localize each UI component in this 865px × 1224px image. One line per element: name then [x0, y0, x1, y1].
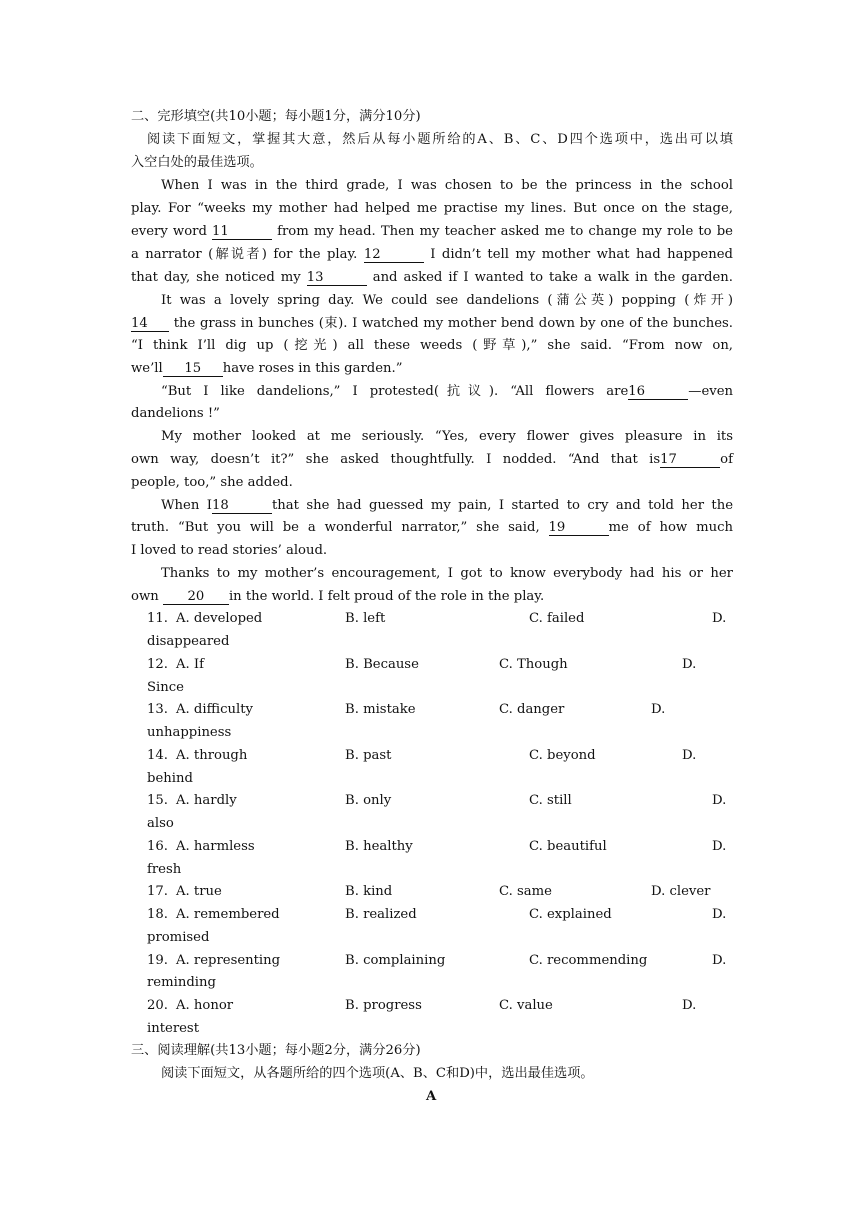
- option-d-text[interactable]: fresh: [147, 862, 182, 877]
- passage-line: I loved to read stories’ aloud.: [131, 543, 328, 558]
- option-d-text[interactable]: reminding: [147, 975, 216, 990]
- option-d[interactable]: D.: [712, 611, 727, 626]
- option-c[interactable]: C. value: [499, 998, 553, 1013]
- passage-line: people, too,” she added.: [131, 475, 293, 490]
- section-2-instruction-line-1: 阅读下面短文，掌握其大意，然后从每小题所给的A、B、C、D四个选项中，选出可以填: [147, 132, 733, 147]
- option-a[interactable]: A. harmless: [176, 839, 255, 854]
- passage-line: a narrator (解说者) for the play. 12 I didn’t tell my mother what had happened: [131, 247, 733, 262]
- option-c[interactable]: C. same: [499, 884, 552, 899]
- option-c[interactable]: C. beautiful: [529, 839, 607, 854]
- option-c[interactable]: C. explained: [529, 907, 612, 922]
- passage-line: play. For “weeks my mother had helped me practise my lines. But once on the stage,: [131, 201, 733, 216]
- option-d[interactable]: D.: [712, 907, 727, 922]
- passage-line: It was a lovely spring day. We could see dandelions (蒲公英) popping (炸开): [161, 293, 733, 308]
- passage-line: My mother looked at me seriously. “Yes, every flower gives pleasure in its: [161, 429, 733, 444]
- option-a[interactable]: A. honor: [176, 998, 234, 1013]
- passage-line: truth. “But you will be a wonderful narrator,” she said, 19 me of how much: [131, 520, 733, 535]
- option-a[interactable]: A. remembered: [176, 907, 280, 922]
- passage-line: Thanks to my mother’s encouragement, I got to know everybody had his or her: [161, 566, 733, 581]
- question-number: 17.: [147, 884, 168, 899]
- question-number: 19.: [147, 953, 168, 968]
- option-d[interactable]: D.: [712, 839, 727, 854]
- option-b[interactable]: B. Because: [345, 657, 419, 672]
- option-d-text[interactable]: also: [147, 816, 174, 831]
- passage-label-a: A: [426, 1089, 437, 1104]
- question-number: 14.: [147, 748, 168, 763]
- option-d-text[interactable]: disappeared: [147, 634, 230, 649]
- blank-14[interactable]: 14: [131, 316, 169, 332]
- option-b[interactable]: B. progress: [345, 998, 422, 1013]
- option-d-text[interactable]: behind: [147, 771, 193, 786]
- option-b[interactable]: B. left: [345, 611, 386, 626]
- passage-line: When I18 that she had guessed my pain, I started to cry and told her the: [161, 498, 733, 513]
- option-c[interactable]: C. still: [529, 793, 572, 808]
- passage-line: 14 the grass in bunches (束). I watched my mother bend down by one of the bunches.: [131, 316, 733, 331]
- option-d[interactable]: D.: [712, 953, 727, 968]
- option-c[interactable]: C. Though: [499, 657, 568, 672]
- passage-line: we’ll 15 have roses in this garden.”: [131, 361, 403, 376]
- passage-line: own 20 in the world. I felt proud of the role in the play.: [131, 589, 545, 604]
- blank-11[interactable]: 11: [212, 224, 272, 240]
- option-d[interactable]: D. clever: [651, 884, 711, 899]
- option-b[interactable]: B. healthy: [345, 839, 413, 854]
- blank-18[interactable]: 18: [212, 498, 272, 514]
- option-a[interactable]: A. developed: [176, 611, 263, 626]
- blank-13[interactable]: 13: [307, 270, 367, 286]
- section-3-instruction: 阅读下面短文，从各题所给的四个选项(A、B、C和D)中，选出最佳选项。: [161, 1066, 594, 1081]
- blank-19[interactable]: 19: [549, 520, 609, 536]
- option-d[interactable]: D.: [712, 793, 727, 808]
- section-2-instruction-line-2: 入空白处的最佳选项。: [131, 155, 263, 170]
- option-b[interactable]: B. mistake: [345, 702, 416, 717]
- blank-12[interactable]: 12: [364, 247, 424, 263]
- option-a[interactable]: A. difficulty: [176, 702, 254, 717]
- option-a[interactable]: A. representing: [176, 953, 281, 968]
- option-d-text[interactable]: Since: [147, 680, 184, 695]
- option-b[interactable]: B. only: [345, 793, 392, 808]
- option-a[interactable]: A. hardly: [176, 793, 237, 808]
- passage-line: When I was in the third grade, I was chosen to be the princess in the school: [161, 178, 733, 193]
- passage-line: every word 11 from my head. Then my teacher asked me to change my role to be: [131, 224, 733, 239]
- passage-line: that day, she noticed my 13 and asked if I wanted to take a walk in the garden.: [131, 270, 733, 285]
- question-number: 13.: [147, 702, 168, 717]
- question-number: 20.: [147, 998, 168, 1013]
- blank-15[interactable]: 15: [163, 361, 223, 377]
- option-d-text[interactable]: promised: [147, 930, 210, 945]
- passage-line: own way, doesn’t it?” she asked thoughtfully. I nodded. “And that is17 of: [131, 452, 733, 467]
- option-c[interactable]: C. failed: [529, 611, 585, 626]
- option-c[interactable]: C. beyond: [529, 748, 596, 763]
- option-a[interactable]: A. If: [176, 657, 204, 672]
- option-c[interactable]: C. danger: [499, 702, 565, 717]
- option-d[interactable]: D.: [651, 702, 666, 717]
- option-b[interactable]: B. complaining: [345, 953, 446, 968]
- blank-17[interactable]: 17: [660, 452, 720, 468]
- option-b[interactable]: B. past: [345, 748, 392, 763]
- section-3-heading: 三、阅读理解(共13小题；每小题2分，满分26分): [131, 1043, 421, 1058]
- option-c[interactable]: C. recommending: [529, 953, 648, 968]
- option-d[interactable]: D.: [682, 657, 697, 672]
- blank-20[interactable]: 20: [163, 589, 229, 605]
- passage-line: “But I like dandelions,” I protested(抗议). “All flowers are16 —even: [161, 384, 733, 399]
- option-b[interactable]: B. kind: [345, 884, 393, 899]
- option-d-text[interactable]: interest: [147, 1021, 199, 1036]
- question-number: 12.: [147, 657, 168, 672]
- option-d[interactable]: D.: [682, 748, 697, 763]
- question-number: 15.: [147, 793, 168, 808]
- option-d[interactable]: D.: [682, 998, 697, 1013]
- passage-line: dandelions !”: [131, 406, 220, 421]
- option-a[interactable]: A. true: [176, 884, 222, 899]
- option-d-text[interactable]: unhappiness: [147, 725, 232, 740]
- option-a[interactable]: A. through: [176, 748, 248, 763]
- question-number: 16.: [147, 839, 168, 854]
- passage-line: “I think I’ll dig up (挖光) all these weeds (野草),” she said. “From now on,: [131, 338, 733, 353]
- question-number: 11.: [147, 611, 168, 626]
- blank-16[interactable]: 16: [628, 384, 688, 400]
- section-2-heading: 二、完形填空(共10小题；每小题1分，满分10分): [131, 109, 421, 124]
- option-b[interactable]: B. realized: [345, 907, 417, 922]
- question-number: 18.: [147, 907, 168, 922]
